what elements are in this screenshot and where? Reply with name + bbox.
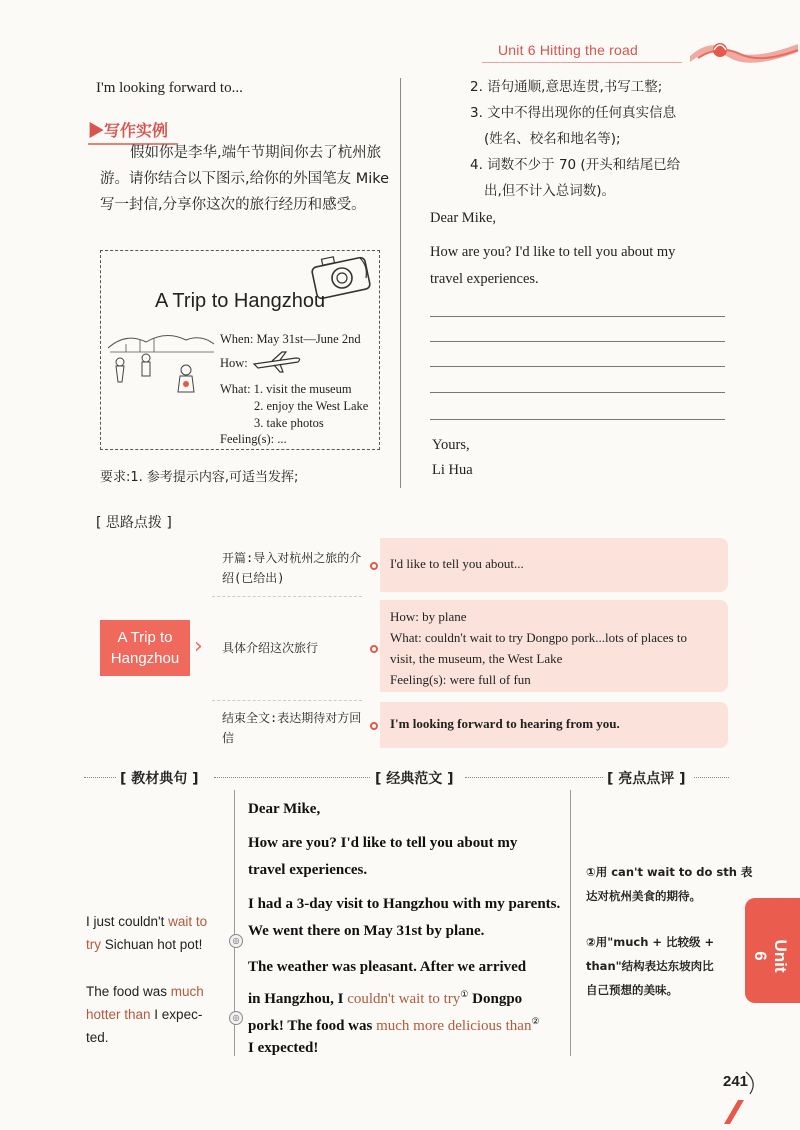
thinking-label: [ 思路点拨 ] xyxy=(96,515,172,531)
model-p2a: I had a 3-day visit to Hangzhou with my parents. xyxy=(248,896,561,912)
step-3-dot xyxy=(370,722,378,730)
model-p3d: I expected! xyxy=(248,1040,319,1056)
page-corner-decoration-icon xyxy=(712,1070,762,1126)
s2-highlight-2: hotter than xyxy=(86,1007,151,1022)
model-highlight-1: couldn't wait to try xyxy=(347,991,461,1007)
writing-line xyxy=(430,419,725,420)
unit-header-title: Unit 6 Hitting the road xyxy=(498,42,639,58)
link-marker-icon: ◎ xyxy=(229,1011,243,1025)
footnote-marker-2: ② xyxy=(531,1016,540,1026)
model-highlight-2: much more delicious than xyxy=(376,1018,532,1034)
requirement-3a: 3. 文中不得出现你的任何真实信息 xyxy=(470,105,677,121)
column-divider xyxy=(570,790,571,1056)
trip-what-1: What: 1. visit the museum xyxy=(220,382,352,396)
step-2-line-how: How: by plane xyxy=(390,609,467,624)
model-p3c-pre: pork! The food was xyxy=(248,1018,377,1034)
model-essay-head: [ 经典范文 ] xyxy=(375,771,454,787)
requirement-2: 2. 语句通顺,意思连贯,书写工整; xyxy=(470,79,663,95)
west-lake-scene-icon xyxy=(106,326,216,396)
requirement-3b: (姓名、校名和地名等); xyxy=(484,131,621,147)
dotted-rule xyxy=(214,777,370,778)
trip-feeling: Feeling(s): ... xyxy=(220,432,287,446)
step-2-line-feeling: Feeling(s): were full of fun xyxy=(390,672,531,687)
model-greeting: Dear Mike, xyxy=(248,801,321,817)
step-1-dot xyxy=(370,562,378,570)
step-2-dot xyxy=(370,645,378,653)
trip-what-3: 3. take photos xyxy=(254,416,324,430)
trip-when: When: May 31st—June 2nd xyxy=(220,332,361,346)
writing-prompt: 假如你是李华,端午节期间你去了杭州旅游。请你结合以下图示,给你的外国笔友 Mike 写一封信,分享你这次的旅行经历和感受。 xyxy=(100,145,390,213)
step-1-box xyxy=(380,538,728,592)
model-p3b-pre: in Hangzhou, I xyxy=(248,991,348,1007)
trip-what-2: 2. enjoy the West Lake xyxy=(254,399,369,413)
writing-example-label: ▶写作实例 xyxy=(88,123,169,140)
unit-side-tab-label: Unit 6 xyxy=(751,939,790,973)
letter-greeting: Dear Mike, xyxy=(430,210,497,226)
model-p3a: The weather was pleasant. After we arrived xyxy=(248,959,527,975)
letter-line-1: How are you? I'd like to tell you about my xyxy=(430,244,676,260)
step-2-label: 具体介绍这次旅行 xyxy=(222,641,319,655)
airplane-icon xyxy=(252,350,302,374)
dotted-rule xyxy=(465,777,603,778)
footnote-marker-1: ① xyxy=(460,989,469,999)
step-3-label: 结束全文:表达期待对方回信 xyxy=(222,711,362,745)
note-2b: than"结构表达东坡肉比 xyxy=(586,959,714,973)
model-p1b: travel experiences. xyxy=(248,862,368,878)
s1-highlight-try: try xyxy=(86,937,105,952)
letter-closing: Yours, xyxy=(432,437,470,453)
s2-line-2: I expec- xyxy=(150,1007,203,1022)
writing-example-tag xyxy=(88,118,168,141)
writing-line xyxy=(430,392,725,393)
s1-tail: Sichuan hot pot! xyxy=(104,937,203,952)
letter-signature: Li Hua xyxy=(432,462,473,478)
model-p2b: We went there on May 31st by plane. xyxy=(248,923,485,939)
trip-how: How: xyxy=(220,356,248,370)
highlights-head: [ 亮点点评 ] xyxy=(607,771,686,787)
step-separator xyxy=(212,596,362,597)
note-1a: ①用 can't wait to do sth 表 xyxy=(586,865,753,879)
requirement-4b: 出,但不计入总词数)。 xyxy=(484,183,616,199)
step-1-label: 开篇:导入对杭州之旅的介绍(已给出) xyxy=(222,551,362,585)
s1-highlight: wait to xyxy=(168,914,208,929)
textbook-sentence-2 xyxy=(86,980,226,1049)
page-number: 241 xyxy=(723,1073,749,1090)
writing-line xyxy=(430,341,725,342)
model-p1a: How are you? I'd like to tell you about my xyxy=(248,835,518,851)
step-2-line-places: visit, the museum, the West Lake xyxy=(390,651,563,666)
header-decoration-icon xyxy=(680,30,800,70)
chevron-right-icon: › xyxy=(194,634,203,659)
link-marker-icon: ◎ xyxy=(229,934,243,948)
s2-line-3: ted. xyxy=(86,1030,109,1045)
textbook-sentence-head: [ 教材典句 ] xyxy=(120,771,199,787)
header-underline xyxy=(482,62,682,63)
letter-line-2: travel experiences. xyxy=(430,271,539,287)
step-3-content: I'm looking forward to hearing from you. xyxy=(390,716,620,731)
looking-forward-text: I'm looking forward to... xyxy=(96,80,243,96)
dotted-rule xyxy=(84,777,116,778)
textbook-sentence-1 xyxy=(86,910,226,956)
writing-line xyxy=(430,366,725,367)
s1-text: I just couldn't xyxy=(86,914,169,929)
model-p3b-post: Dongpo xyxy=(468,991,523,1007)
trip-title: A Trip to Hangzhou xyxy=(155,290,326,312)
step-1-content: I'd like to tell you about... xyxy=(390,556,524,571)
step-separator xyxy=(212,700,362,701)
note-1b: 达对杭州美食的期待。 xyxy=(586,889,701,903)
trip-center-block: A Trip to Hangzhou xyxy=(100,620,190,676)
dotted-rule xyxy=(694,777,729,778)
column-divider xyxy=(400,78,401,488)
s2-text: The food was xyxy=(86,984,171,999)
step-2-box xyxy=(380,600,728,692)
s2-highlight: much xyxy=(170,984,204,999)
note-2a: ②用"much + 比较级 + xyxy=(586,935,715,949)
note-2c: 自己预想的美味。 xyxy=(586,983,678,997)
step-3-box xyxy=(380,702,728,748)
step-2-line-what: What: couldn't wait to try Dongpo pork...lots of places to xyxy=(390,630,687,645)
writing-line xyxy=(430,316,725,317)
requirement-1: 要求:1. 参考提示内容,可适当发挥; xyxy=(100,470,299,485)
requirement-4a: 4. 词数不少于 70 (开头和结尾已给 xyxy=(470,157,681,173)
